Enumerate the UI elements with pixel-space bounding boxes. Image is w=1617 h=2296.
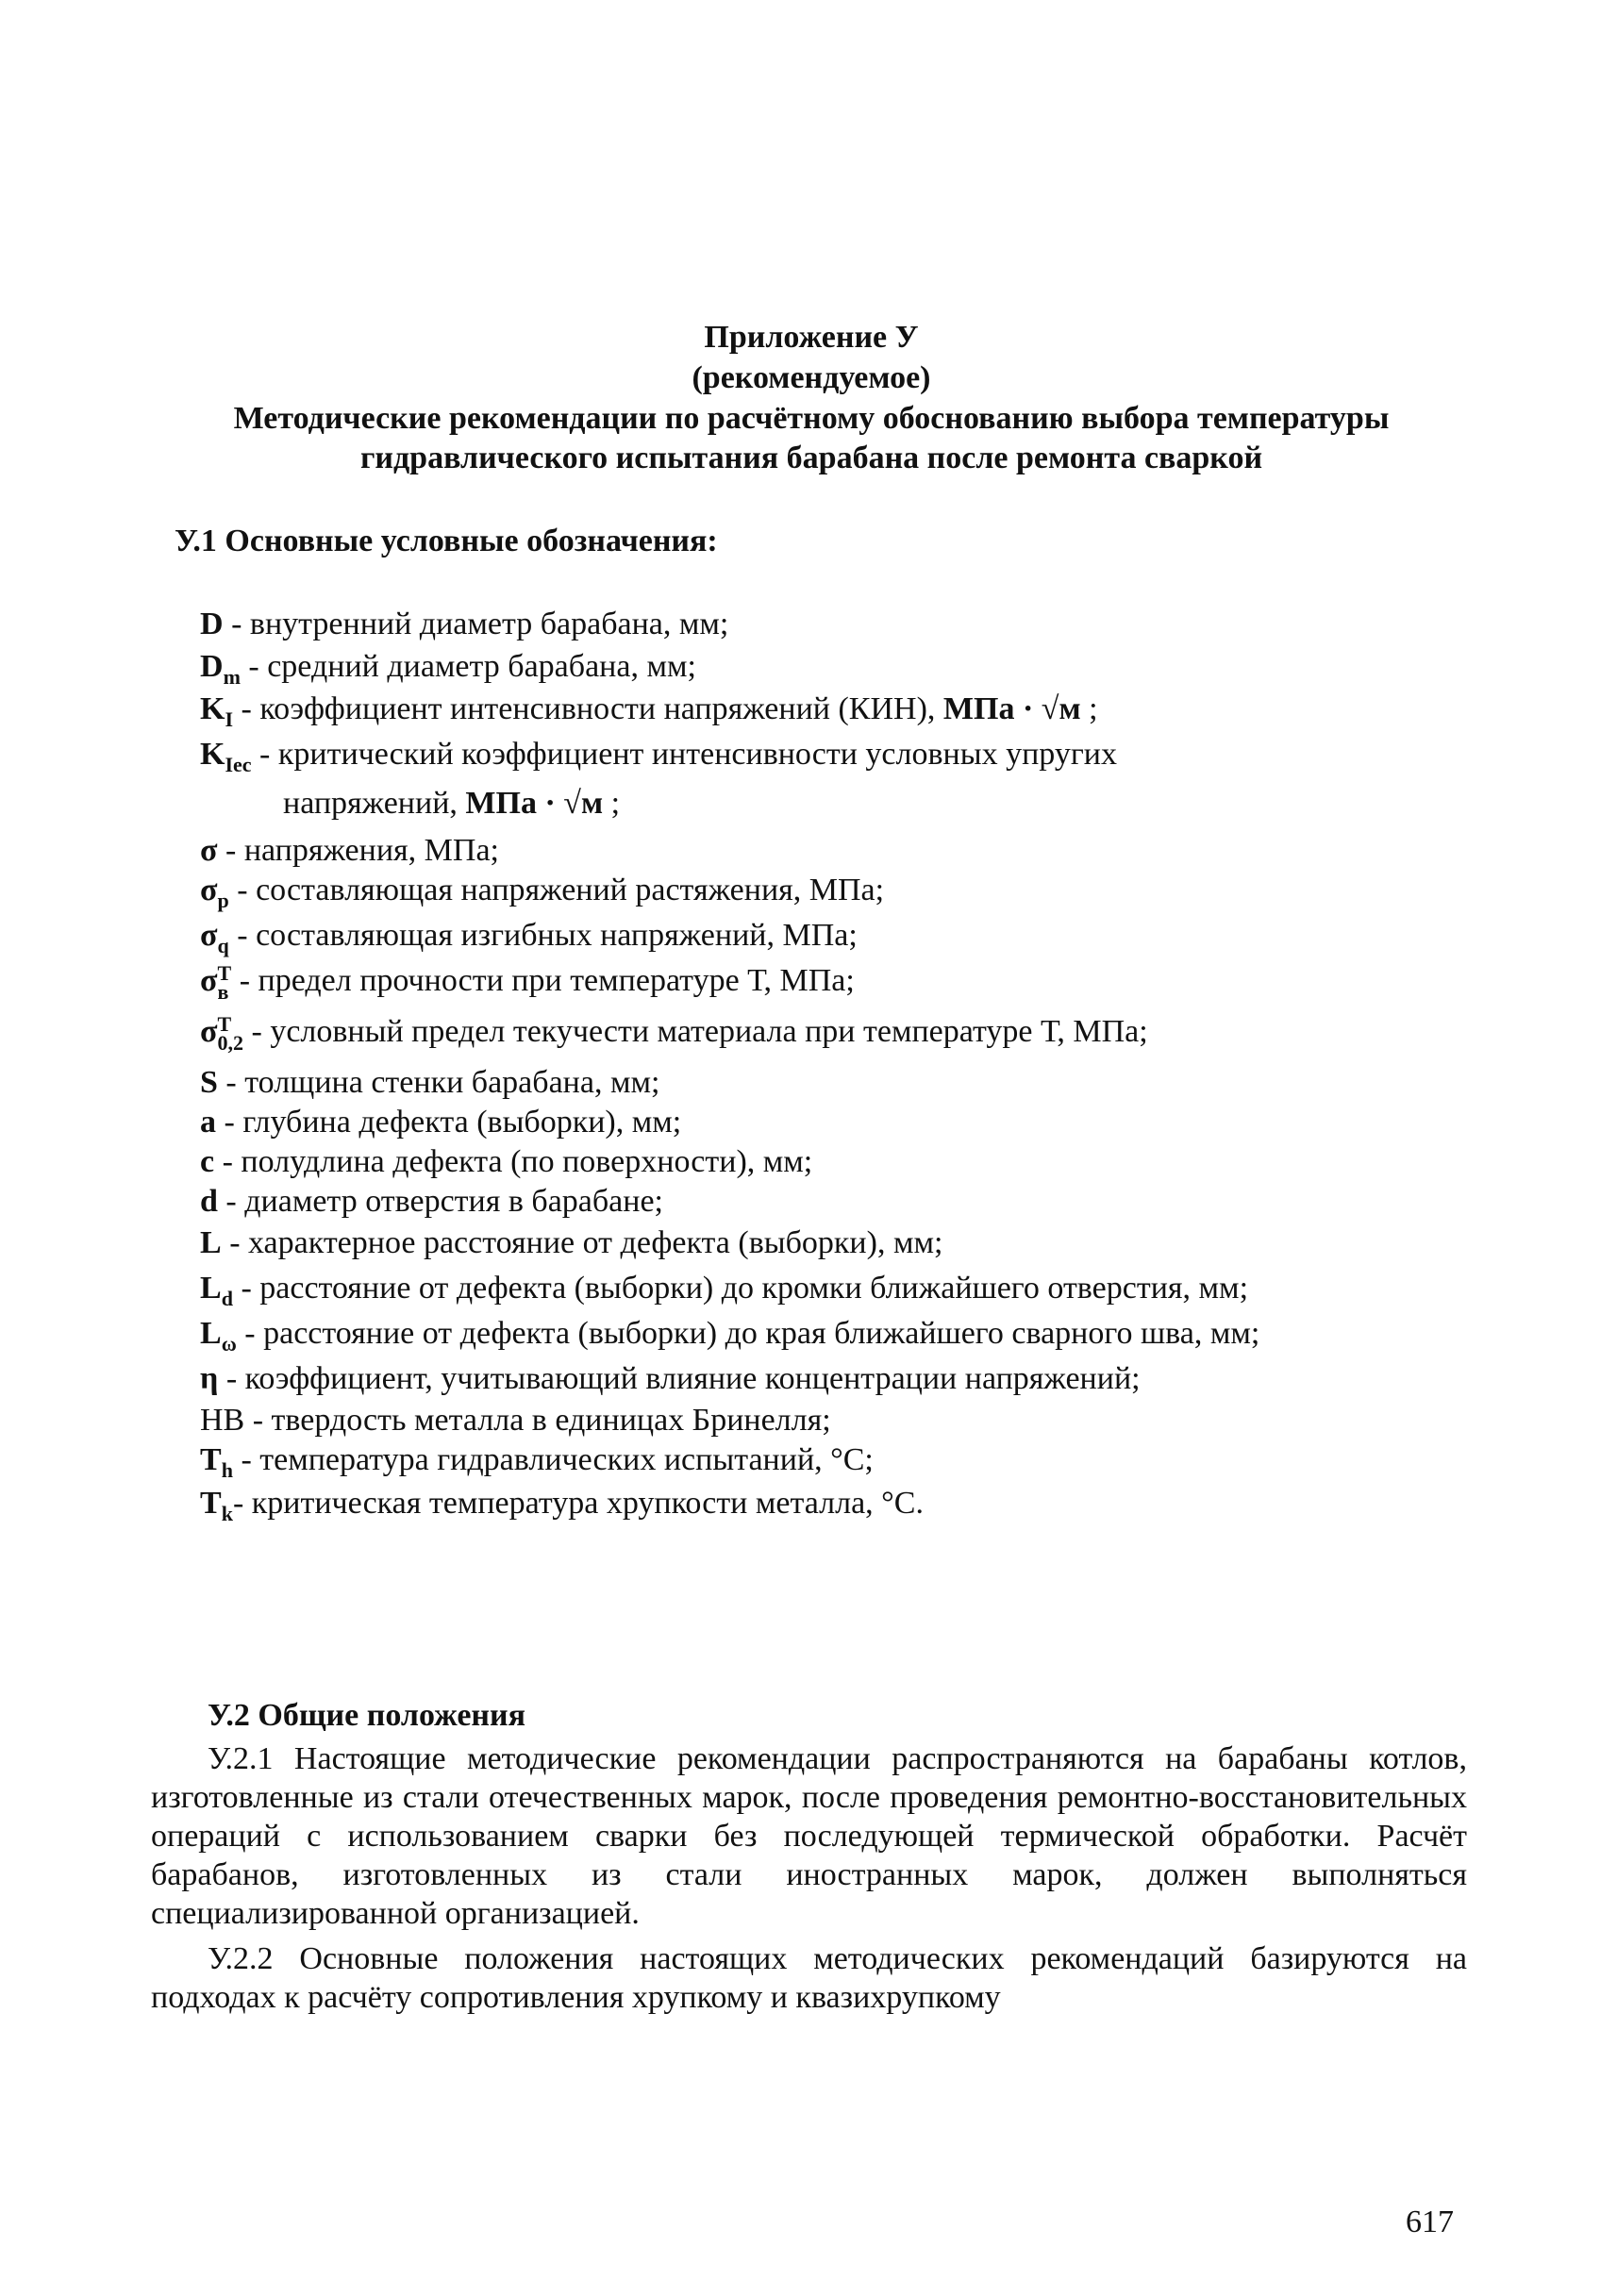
definition-symbol: [200, 1316, 237, 1356]
definition-symbol: [200, 1225, 222, 1260]
definition-tail: ;: [1080, 691, 1098, 726]
symbol-subscript: k: [221, 1501, 233, 1525]
definition-symbol: [200, 873, 229, 912]
definition-item: [200, 915, 858, 967]
symbol-base: K: [200, 691, 225, 726]
definition-text: - критический коэффициент интенсивности условных упругих: [251, 737, 1117, 772]
symbol-superscript: T: [217, 961, 232, 986]
symbol-base: T: [200, 1442, 222, 1477]
definition-item: [200, 1062, 659, 1104]
symbol-subscript: d: [221, 1286, 233, 1310]
definition-symbol: [200, 1184, 218, 1219]
definition-text: - расстояние от дефекта (выборки) до кромки ближайшего отверстия, мм;: [232, 1271, 1249, 1306]
symbol-subscript: h: [221, 1457, 233, 1482]
symbol-base: a: [200, 1105, 216, 1140]
definition-item: [200, 1141, 812, 1183]
definition-item: [283, 783, 620, 824]
definition-unit: МПа · √м: [942, 691, 1081, 726]
definition-item: [200, 1011, 1148, 1056]
definition-text: - коэффициент, учитывающий влияние концентрации напряжений;: [218, 1361, 1141, 1396]
paragraph-2-2: [151, 1939, 1467, 2017]
definition-text: - составляющая напряжений растяжения, МПа;: [228, 873, 885, 907]
definition-unit: МПа · √м: [465, 786, 604, 821]
definition-symbol: [200, 1105, 216, 1140]
symbol-base: σ: [200, 963, 218, 998]
definition-symbol: [200, 691, 234, 731]
definition-symbol: [200, 918, 229, 957]
symbol-base: L: [200, 1225, 222, 1260]
definition-symbol: [200, 1442, 233, 1482]
symbol-base: T: [200, 1486, 222, 1521]
definition-text: - составляющая изгибных напряжений, МПа;: [228, 918, 858, 953]
definition-item: [200, 1268, 1248, 1320]
definition-symbol: [200, 737, 252, 776]
section-2-title: У.2 Общие положения: [208, 1698, 525, 1733]
symbol-subscript: в: [217, 980, 229, 1005]
definition-item: [200, 1400, 831, 1441]
symbol-subscript: ω: [221, 1331, 237, 1356]
paragraph-2-1: [151, 1739, 1467, 1933]
definition-symbol: [200, 1486, 233, 1525]
definition-text: - критическая температура хрупкости металла, °С.: [232, 1486, 924, 1521]
symbol-superscript: T: [217, 1012, 232, 1037]
definition-text: напряжений,: [283, 786, 466, 821]
appendix-title: Приложение У: [704, 320, 919, 355]
definition-symbol: [200, 1361, 218, 1396]
definition-text: HB - твердость металла в единицах Бринелля;: [200, 1403, 831, 1438]
symbol-base: c: [200, 1144, 215, 1179]
symbol-subscript: I: [225, 707, 234, 731]
definition-symbol: [200, 961, 232, 1005]
definition-text: - расстояние от дефекта (выборки) до края ближайшего сварного шва, мм;: [236, 1316, 1260, 1351]
definition-text: - глубина дефекта (выборки), мм;: [216, 1105, 682, 1140]
symbol-base: K: [200, 737, 225, 772]
appendix-status: (рекомендуемое): [692, 360, 931, 395]
definition-text: - диаметр отверстия в барабане;: [217, 1184, 664, 1219]
symbol-base: S: [200, 1065, 218, 1100]
paragraph-2-2-text: У.2.2 Основные положения настоящих методических рекомендаций базируются на подходах к расчёту сопротивления хрупкому и квазихрупкому: [151, 1941, 1467, 2015]
appendix-subtitle-line-2: гидравлического испытания барабана после ремонта сваркой: [359, 441, 1263, 475]
definition-item: [200, 1223, 942, 1264]
symbol-subscript: q: [217, 933, 229, 957]
definition-symbol: [200, 1271, 233, 1310]
symbol-base: D: [200, 649, 224, 684]
symbol-base: σ: [200, 833, 218, 868]
section-1-title: У.1 Основные условные обозначения:: [175, 524, 718, 558]
definition-item: [200, 1483, 924, 1535]
appendix-subtitle-line-1: Методические рекомендации по расчётному обоснованию выбора температуры: [233, 401, 1390, 436]
symbol-base: d: [200, 1184, 218, 1219]
symbol-base: σ: [200, 1014, 218, 1049]
definition-item: [200, 1102, 681, 1143]
definition-symbol: [200, 1065, 218, 1100]
definition-text: - толщина стенки барабана, мм;: [217, 1065, 660, 1100]
definition-tail: ;: [603, 786, 621, 821]
definition-symbol: [200, 833, 218, 868]
definition-item: [200, 960, 855, 1005]
definition-symbol: [200, 607, 224, 641]
paragraph-2-1-text: У.2.1 Настоящие методические рекомендации распространяются на барабаны котлов, изготовленные из стали отечественных марок, после проведения ремонтно-восстановительных операций с использованием сварки без последующей термической обработки. Расчёт барабанов, изготовленных из стали иностранных марок, должен выполняться специализированной организацией.: [151, 1741, 1467, 1931]
definition-item: [200, 830, 499, 872]
definition-text: - условный предел текучести материала при температуре Т, МПа;: [243, 1014, 1148, 1049]
definition-text: - предел прочности при температуре Т, МПа;: [231, 963, 855, 998]
symbol-base: σ: [200, 873, 218, 907]
definition-text: - температура гидравлических испытаний, °С;: [232, 1442, 874, 1477]
definition-item: [200, 734, 1117, 786]
definition-item: [200, 1313, 1259, 1365]
symbol-subscript: Iec: [225, 752, 252, 776]
symbol-base: η: [200, 1361, 219, 1396]
definition-text: - коэффициент интенсивности напряжений (КИН),: [233, 691, 943, 726]
page-number: 617: [1406, 2204, 1454, 2239]
symbol-base: σ: [200, 918, 218, 953]
definition-symbol: [200, 649, 241, 689]
definition-item: [200, 689, 1098, 740]
definition-text: - полудлина дефекта (по поверхности), мм;: [214, 1144, 813, 1179]
definition-item: [200, 870, 884, 922]
definition-text: - характерное расстояние от дефекта (выборки), мм;: [221, 1225, 943, 1260]
definition-item: [200, 1358, 1141, 1400]
definition-text: - средний диаметр барабана, мм;: [240, 649, 696, 684]
definition-symbol: [200, 1012, 243, 1056]
symbol-subscript: m: [223, 664, 241, 689]
definition-text: - напряжения, МПа;: [217, 833, 499, 868]
symbol-base: L: [200, 1271, 222, 1306]
definition-symbol: [200, 1144, 214, 1179]
symbol-subscript: p: [217, 888, 229, 912]
definition-text: - внутренний диаметр барабана, мм;: [223, 607, 729, 641]
symbol-base: L: [200, 1316, 222, 1351]
definition-item: [200, 604, 728, 645]
symbol-subscript: 0,2: [217, 1031, 243, 1056]
symbol-base: D: [200, 607, 224, 641]
definition-item: [200, 1181, 663, 1223]
